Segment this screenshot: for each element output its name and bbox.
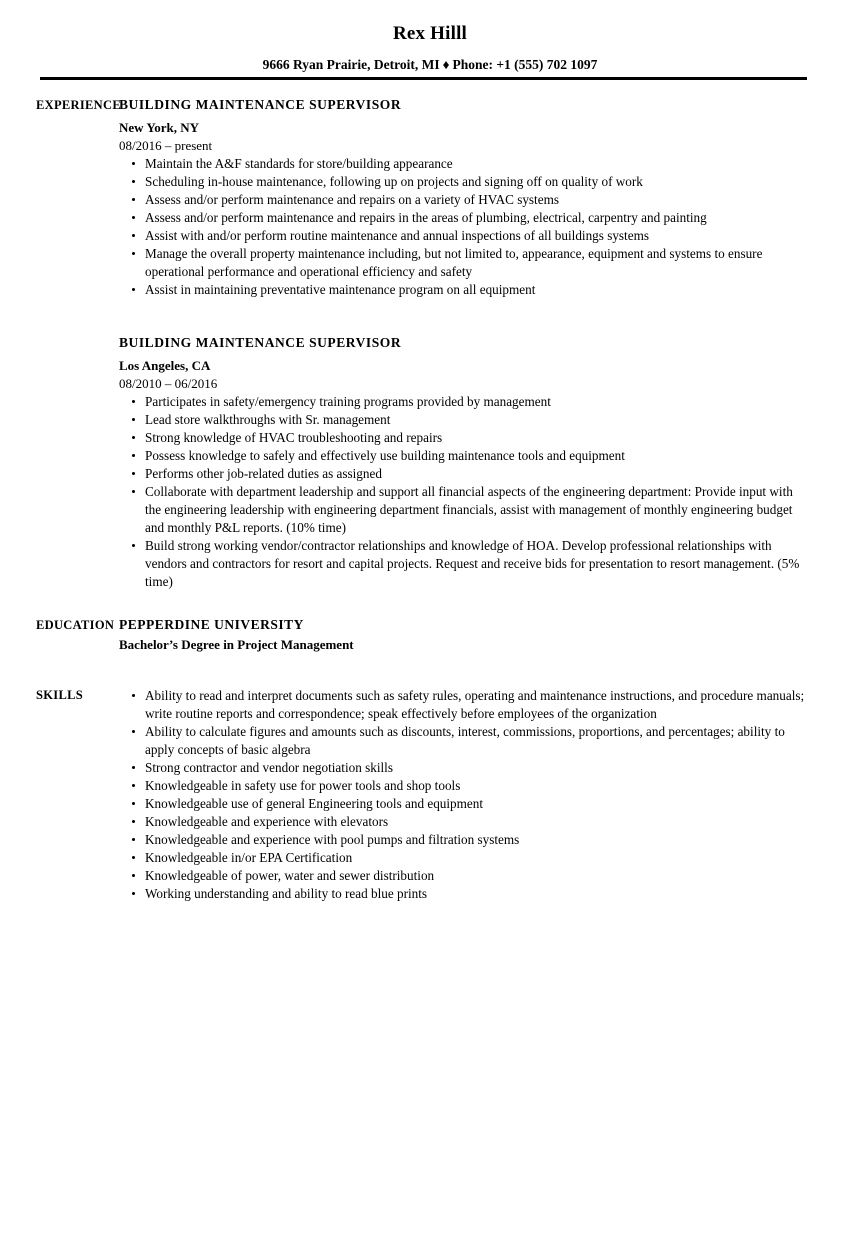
- bullet-dot-icon: [132, 234, 135, 237]
- list-item: [119, 447, 808, 465]
- list-item-text: Working understanding and ability to read blue prints: [145, 886, 428, 901]
- list-item-text: Maintain the A&F standards for store/building appearance: [145, 156, 453, 171]
- list-item: [119, 849, 808, 867]
- list-item-text: Assess and/or perform maintenance and repairs on a variety of HVAC systems: [145, 192, 559, 207]
- bullet-dot-icon: [132, 838, 135, 841]
- list-item-text: Strong contractor and vendor negotiation skills: [145, 760, 393, 775]
- contact-line: [0, 55, 860, 75]
- list-item: [119, 867, 808, 885]
- section-label-education: EDUCATION: [36, 618, 115, 632]
- list-item: [119, 465, 808, 483]
- bullet-dot-icon: [132, 820, 135, 823]
- list-item-text: Assist with and/or perform routine maintenance and annual inspections of all buildings systems: [145, 228, 649, 243]
- candidate-name: Rex Hilll: [392, 23, 468, 44]
- experience-job: [119, 334, 808, 591]
- bullet-dot-icon: [132, 472, 135, 475]
- list-item: [119, 795, 808, 813]
- list-item: [119, 245, 808, 281]
- section-label-experience: EXPERIENCE: [36, 98, 121, 112]
- list-item-text: Knowledgeable and experience with pool pumps and filtration systems: [145, 832, 520, 847]
- diamond-separator-icon: ♦: [442, 57, 450, 72]
- list-item: [119, 777, 808, 795]
- job-location: New York, NY: [119, 120, 200, 135]
- list-item-text: Manage the overall property maintenance including, but not limited to, appearance, equipment and systems to ensure operational performance and operational efficiency and safety: [145, 246, 763, 279]
- list-item: [119, 813, 808, 831]
- list-item-text: Build strong working vendor/contractor relationships and knowledge of HOA. Develop professional relationships with vendors and contractors for resort and capital projects. Request and receive bids for presentation to resort management. (5% time): [145, 538, 800, 589]
- resume-header: [0, 0, 860, 75]
- job-dates: 08/2016 – present: [119, 138, 213, 153]
- contact-phone: Phone: +1 (555) 702 1097: [452, 57, 598, 72]
- job-title: BUILDING MAINTENANCE SUPERVISOR: [119, 335, 402, 350]
- bullet-dot-icon: [132, 454, 135, 457]
- bullet-dot-icon: [132, 544, 135, 547]
- experience-job: [119, 96, 808, 299]
- bullet-dot-icon: [132, 400, 135, 403]
- section-skills: [0, 686, 860, 903]
- list-item-text: Ability to read and interpret documents such as safety rules, operating and maintenance instructions, and procedure manuals; write routine reports and correspondence; speak effectively before employees of the organization: [145, 688, 805, 721]
- contact-address: 9666 Ryan Prairie, Detroit, MI: [262, 57, 440, 72]
- education-entries: [119, 616, 860, 654]
- list-item-text: Knowledgeable and experience with elevators: [145, 814, 389, 829]
- list-item-text: Knowledgeable of power, water and sewer distribution: [145, 868, 435, 883]
- list-item: [119, 227, 808, 245]
- bullet-dot-icon: [132, 874, 135, 877]
- education-entry: [119, 616, 808, 654]
- list-item-text: Assist in maintaining preventative maintenance program on all equipment: [145, 282, 536, 297]
- list-item: [119, 723, 808, 759]
- bullet-dot-icon: [132, 180, 135, 183]
- job-bullet-list: [119, 155, 808, 299]
- list-item-text: Collaborate with department leadership and support all financial aspects of the engineering department: Provide input with the engineering leadership with engineering department financials, assist with management of monthly engineering budget and monthly P&L reports. (10% time): [145, 484, 793, 535]
- skills-bullet-list: [119, 687, 808, 903]
- list-item: [119, 209, 808, 227]
- section-label-skills: SKILLS: [36, 688, 83, 702]
- job-location: Los Angeles, CA: [119, 358, 211, 373]
- bullet-dot-icon: [132, 856, 135, 859]
- list-item-text: Possess knowledge to safely and effectively use building maintenance tools and equipment: [145, 448, 625, 463]
- bullet-dot-icon: [132, 784, 135, 787]
- list-item-text: Scheduling in-house maintenance, following up on projects and signing off on quality of work: [145, 174, 643, 189]
- education-school: PEPPERDINE UNIVERSITY: [119, 617, 304, 632]
- job-bullet-list: [119, 393, 808, 591]
- bullet-dot-icon: [132, 216, 135, 219]
- bullet-dot-icon: [132, 252, 135, 255]
- skills-entries: [119, 686, 860, 903]
- list-item-text: Lead store walkthroughs with Sr. management: [145, 412, 391, 427]
- list-item-text: Strong knowledge of HVAC troubleshooting and repairs: [145, 430, 443, 445]
- list-item-text: Knowledgeable in/or EPA Certification: [145, 850, 353, 865]
- section-experience: [0, 96, 860, 591]
- list-item: [119, 411, 808, 429]
- list-item: [119, 393, 808, 411]
- list-item: [119, 429, 808, 447]
- list-item: [119, 831, 808, 849]
- list-item-text: Assess and/or perform maintenance and repairs in the areas of plumbing, electrical, carpentry and painting: [145, 210, 707, 225]
- list-item-text: Performs other job-related duties as assigned: [145, 466, 382, 481]
- bullet-dot-icon: [132, 436, 135, 439]
- bullet-dot-icon: [132, 892, 135, 895]
- experience-entries: [119, 96, 860, 591]
- bullet-dot-icon: [132, 198, 135, 201]
- list-item: [119, 483, 808, 537]
- list-item-text: Ability to calculate figures and amounts such as discounts, interest, commissions, proportions, and percentages; ability to apply concepts of basic algebra: [145, 724, 785, 757]
- bullet-dot-icon: [132, 418, 135, 421]
- list-item: [119, 687, 808, 723]
- list-item: [119, 191, 808, 209]
- job-dates: 08/2010 – 06/2016: [119, 376, 218, 391]
- resume-body: [0, 96, 860, 903]
- bullet-dot-icon: [132, 162, 135, 165]
- list-item: [119, 173, 808, 191]
- bullet-dot-icon: [132, 730, 135, 733]
- bullet-dot-icon: [132, 694, 135, 697]
- bullet-dot-icon: [132, 288, 135, 291]
- list-item-text: Participates in safety/emergency training programs provided by management: [145, 394, 551, 409]
- section-education: [0, 616, 860, 654]
- bullet-dot-icon: [132, 766, 135, 769]
- header-divider: [40, 77, 807, 80]
- list-item-text: Knowledgeable in safety use for power tools and shop tools: [145, 778, 461, 793]
- list-item-text: Knowledgeable use of general Engineering tools and equipment: [145, 796, 484, 811]
- bullet-dot-icon: [132, 490, 135, 493]
- list-item: [119, 537, 808, 591]
- education-degree: Bachelor’s Degree in Project Management: [119, 637, 354, 652]
- list-item: [119, 155, 808, 173]
- job-title: BUILDING MAINTENANCE SUPERVISOR: [119, 97, 402, 112]
- bullet-dot-icon: [132, 802, 135, 805]
- list-item: [119, 885, 808, 903]
- list-item: [119, 759, 808, 777]
- list-item: [119, 281, 808, 299]
